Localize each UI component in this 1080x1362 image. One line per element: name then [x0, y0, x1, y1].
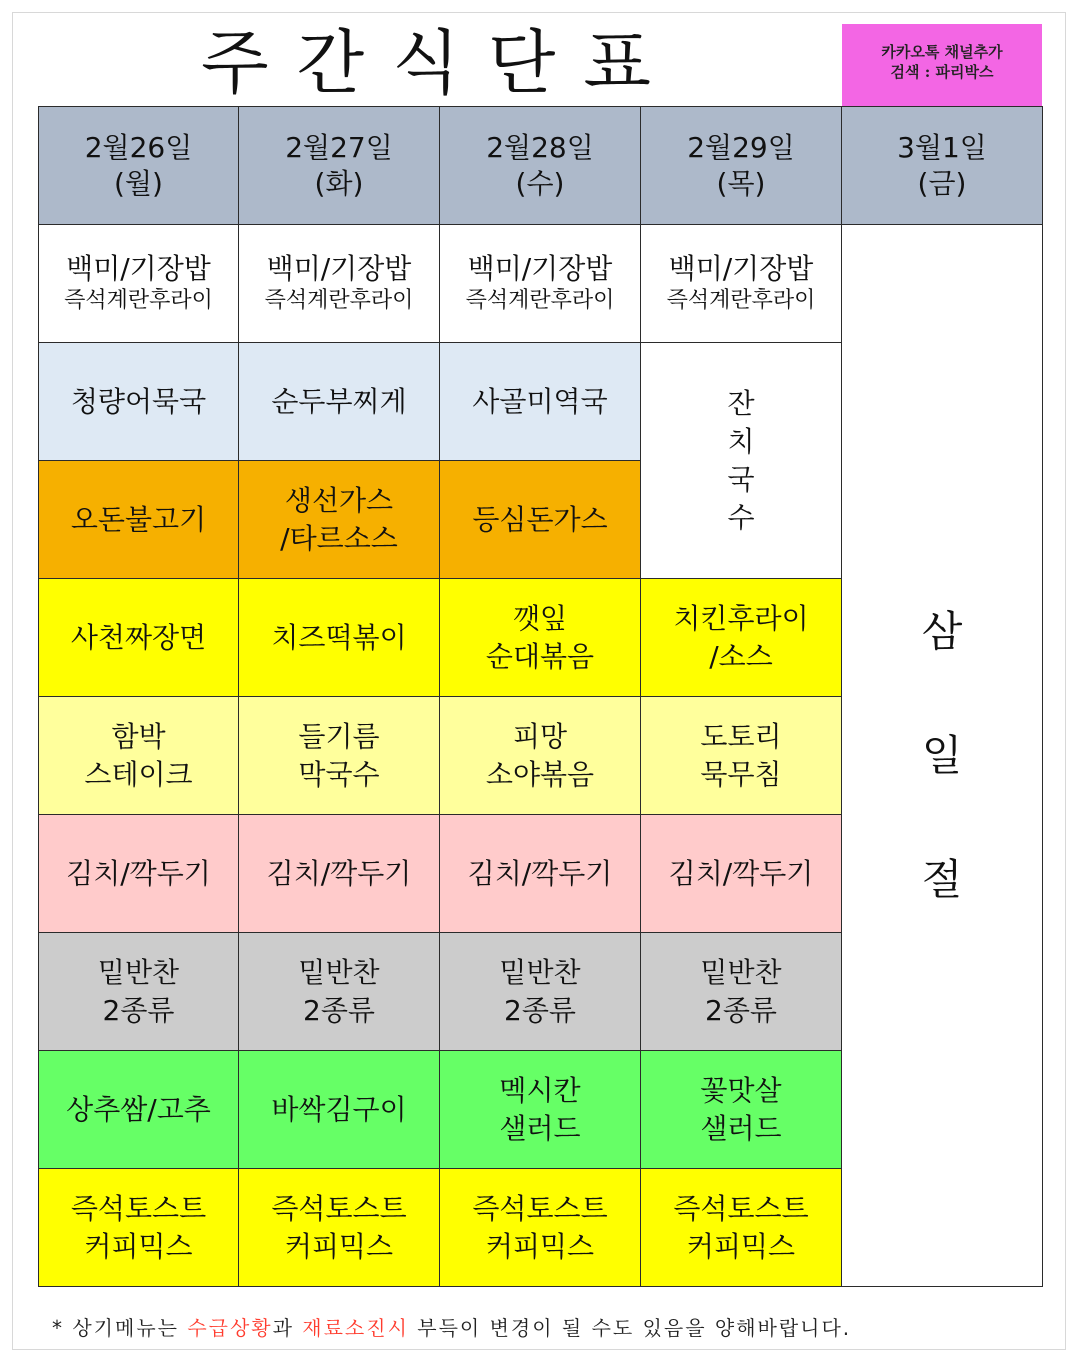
day-header-thu: 2월29일 (목): [641, 107, 842, 225]
rice-cell-thu: 백미/기장밥 즉석계란후라이: [641, 225, 842, 343]
rice-row: [39, 225, 1043, 343]
day-header-wed: 2월28일 (수): [440, 107, 641, 225]
toast-cell-tue: 즉석토스트 커피믹스: [239, 1169, 440, 1287]
side2-cell-mon: 함박 스테이크: [39, 697, 239, 815]
kakao-line-1: 카카오톡 채널추가: [881, 43, 1003, 61]
soup-cell-wed: 사골미역국: [440, 343, 641, 461]
side2-cell-wed: 피망 소야볶음: [440, 697, 641, 815]
rice-cell-mon: 백미/기장밥 즉석계란후라이: [39, 225, 239, 343]
banchan-cell-mon: 밑반찬 2종류: [39, 933, 239, 1051]
side1-cell-thu: 치킨후라이 /소스: [641, 579, 842, 697]
holiday-char-2: 일: [921, 730, 963, 780]
toast-cell-wed: 즉석토스트 커피믹스: [440, 1169, 641, 1287]
side1-cell-tue: 치즈떡볶이: [239, 579, 440, 697]
rice-cell-wed: 백미/기장밥 즉석계란후라이: [440, 225, 641, 343]
kimchi-cell-thu: 김치/깍두기: [641, 815, 842, 933]
rice-cell-tue: 백미/기장밥 즉석계란후라이: [239, 225, 440, 343]
weekly-menu-table: [38, 106, 1043, 1287]
side3-cell-tue: 바싹김구이: [239, 1051, 440, 1169]
banchan-cell-tue: 밑반찬 2종류: [239, 933, 440, 1051]
day-header-fri: 3월1일 (금): [842, 107, 1043, 225]
holiday-cell: [842, 225, 1043, 1287]
day-header-tue: 2월27일 (화): [239, 107, 440, 225]
kimchi-cell-wed: 김치/깍두기: [440, 815, 641, 933]
side3-cell-wed: 멕시칸 샐러드: [440, 1051, 641, 1169]
menu-change-notice: * 상기메뉴는 수급상황과 재료소진시 부득이 변경이 될 수도 있음을 양해바랍니다.: [52, 1316, 852, 1340]
side3-cell-mon: 상추쌈/고추: [39, 1051, 239, 1169]
side1-cell-wed: 깻잎 순대볶음: [440, 579, 641, 697]
page-title: 주간식단표: [200, 22, 680, 104]
side1-cell-mon: 사천짜장면: [39, 579, 239, 697]
kimchi-cell-tue: 김치/깍두기: [239, 815, 440, 933]
holiday-char-1: 삼: [921, 606, 963, 656]
soup-cell-mon: 청량어묵국: [39, 343, 239, 461]
side2-cell-tue: 들기름 막국수: [239, 697, 440, 815]
main-cell-wed: 등심돈가스: [440, 461, 641, 579]
main-cell-tue: 생선가스 /타르소스: [239, 461, 440, 579]
side2-cell-thu: 도토리 묵무침: [641, 697, 842, 815]
toast-cell-mon: 즉석토스트 커피믹스: [39, 1169, 239, 1287]
toast-cell-thu: 즉석토스트 커피믹스: [641, 1169, 842, 1287]
banchan-cell-wed: 밑반찬 2종류: [440, 933, 641, 1051]
kimchi-cell-mon: 김치/깍두기: [39, 815, 239, 933]
date-header-row: [39, 107, 1043, 225]
thursday-noodle-cell: 잔 치 국 수: [641, 343, 842, 579]
side3-cell-thu: 꽃맛살 샐러드: [641, 1051, 842, 1169]
soup-cell-tue: 순두부찌게: [239, 343, 440, 461]
kakao-channel-badge: [842, 24, 1042, 106]
day-header-mon: 2월26일 (월): [39, 107, 239, 225]
holiday-char-3: 절: [921, 854, 963, 904]
kakao-line-2: 검색 : 파리박스: [890, 63, 994, 81]
banchan-cell-thu: 밑반찬 2종류: [641, 933, 842, 1051]
main-cell-mon: 오돈불고기: [39, 461, 239, 579]
